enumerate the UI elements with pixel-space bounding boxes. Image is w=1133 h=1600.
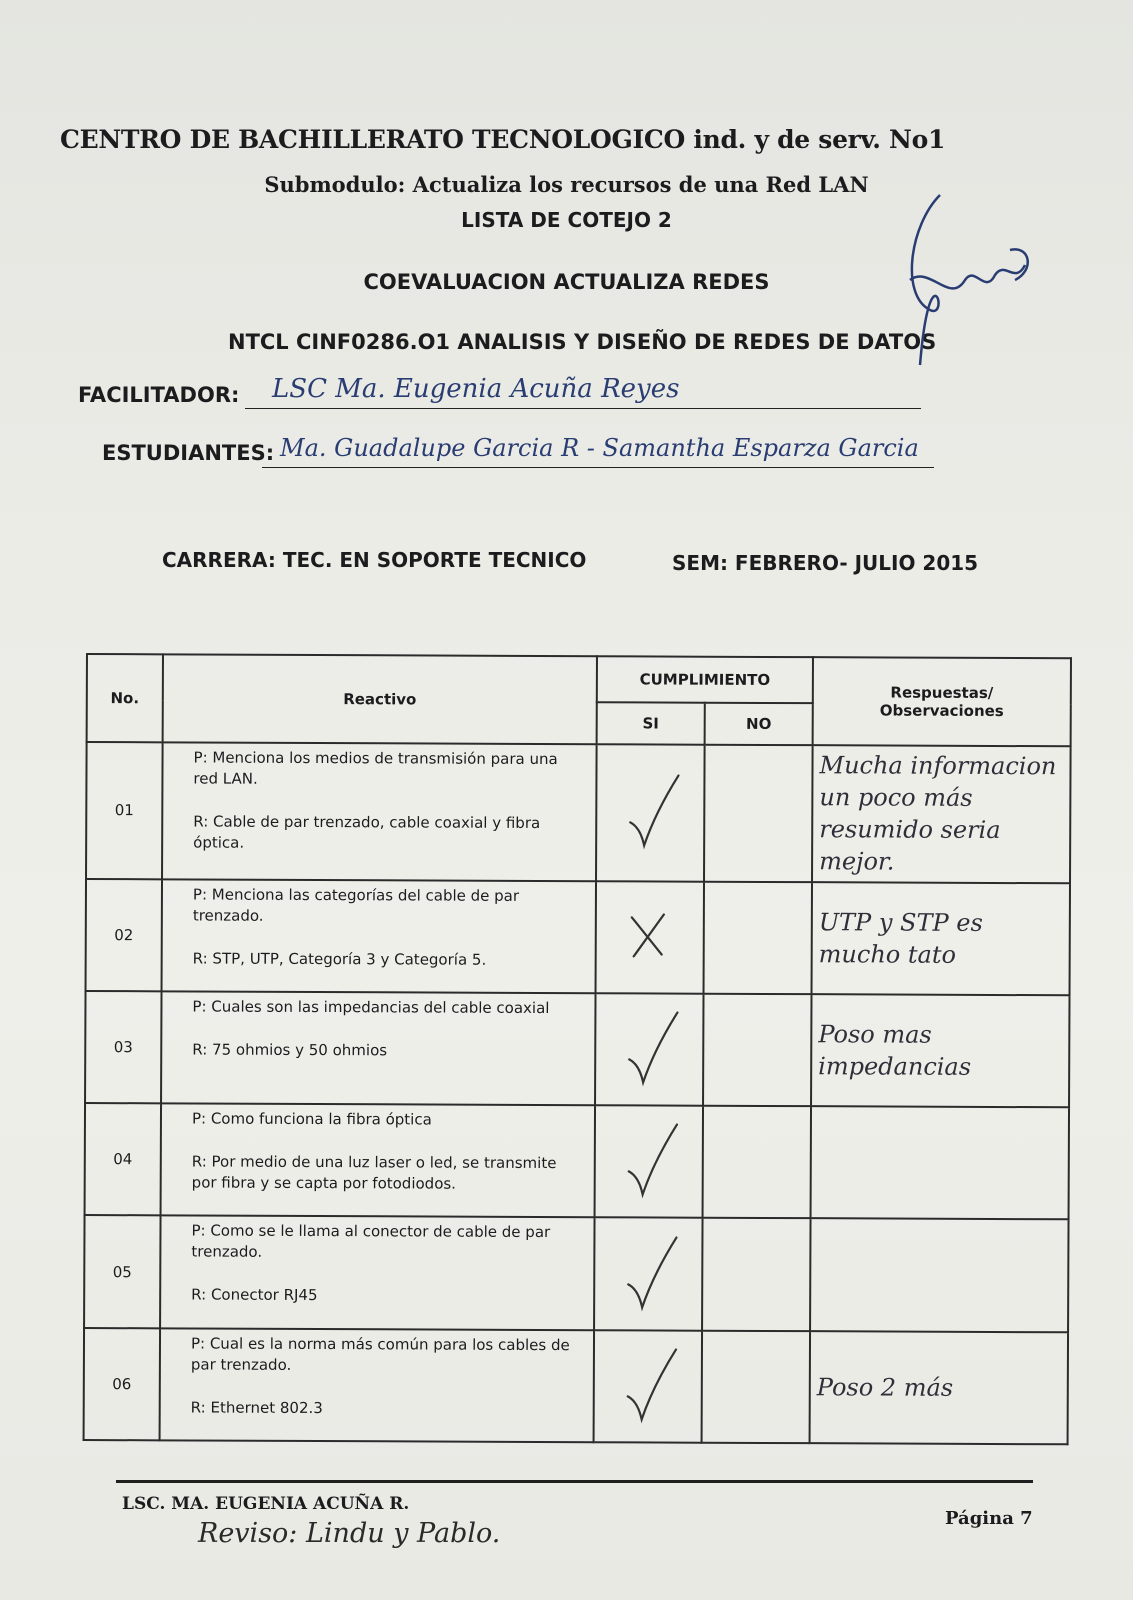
students-label: ESTUDIANTES: <box>102 441 275 465</box>
header-cumplimiento: CUMPLIMIENTO <box>597 656 813 703</box>
header-respuestas <box>813 657 1071 746</box>
checklist-table <box>83 653 1072 1445</box>
cell-si <box>594 1218 702 1331</box>
row-number: 05 <box>84 1215 160 1328</box>
header-si: SI <box>597 702 705 744</box>
question-text: P: Menciona las categorías del cable de par trenzado. <box>192 885 520 925</box>
answer-text: R: Por medio de una luz laser o led, se transmite por fibra y se capta por fotodiodos. <box>191 1152 557 1193</box>
cell-si <box>594 1330 702 1443</box>
cross-mark-icon <box>610 892 690 982</box>
cell-no <box>702 1218 811 1331</box>
row-observation <box>810 1219 1068 1332</box>
evaluation-title: COEVALUACION ACTUALIZA REDES <box>363 270 770 294</box>
signature-scribble <box>870 185 1050 385</box>
row-observation: Poso 2 más <box>810 1331 1068 1444</box>
semester-label: SEM: FEBRERO- JULIO 2015 <box>672 551 979 575</box>
table-row <box>84 1215 1068 1332</box>
cell-si <box>595 993 703 1106</box>
row-observation <box>811 1106 1069 1219</box>
row-reactivo <box>160 1328 594 1442</box>
table-row <box>86 742 1071 883</box>
facilitator-label: FACILITADOR: <box>78 383 240 407</box>
cell-no <box>703 1106 812 1219</box>
answer-text: R: Ethernet 802.3 <box>190 1398 323 1417</box>
question-text: P: Cuales son las impedancias del cable coaxial <box>192 997 550 1018</box>
students-underline <box>262 467 934 468</box>
footer-rule <box>116 1480 1033 1483</box>
list-title: LISTA DE COTEJO 2 <box>461 208 672 232</box>
header-no: No. <box>87 654 163 742</box>
check-mark-icon <box>610 768 690 858</box>
table-row <box>85 991 1069 1108</box>
row-reactivo <box>161 1104 595 1218</box>
school-title: CENTRO DE BACHILLERATO TECNOLOGICO ind. y de serv. No1 <box>60 125 946 154</box>
standard-title: NTCL CINF0286.O1 ANALISIS Y DISEÑO DE REDES DE DATOS <box>228 330 937 354</box>
row-reactivo <box>161 991 595 1105</box>
cell-si <box>596 881 704 994</box>
row-number: 01 <box>86 742 163 879</box>
header-reactivo: Reactivo <box>163 654 597 744</box>
row-number: 04 <box>85 1103 161 1216</box>
row-reactivo <box>162 879 596 993</box>
career-label: CARRERA: TEC. EN SOPORTE TECNICO <box>162 548 587 572</box>
header-respuestas-line1: Respuestas/ <box>890 683 994 702</box>
check-mark-icon <box>609 1117 689 1207</box>
answer-text: R: 75 ohmios y 50 ohmios <box>192 1040 388 1060</box>
facilitator-underline <box>245 408 921 409</box>
check-mark-icon <box>608 1229 688 1319</box>
row-reactivo <box>162 742 597 881</box>
question-text: P: Como funciona la fibra óptica <box>191 1109 432 1129</box>
row-observation: Poso mas impedancias <box>811 994 1069 1107</box>
question-text: P: Cual es la norma más común para los cables de par trenzado. <box>190 1334 570 1374</box>
check-mark-icon <box>608 1341 688 1431</box>
footer-page-number: Página 7 <box>945 1508 1033 1529</box>
answer-text: R: STP, UTP, Categoría 3 y Categoría 5. <box>192 949 487 969</box>
table-row <box>85 1103 1069 1220</box>
table-body <box>84 742 1071 1444</box>
cell-no <box>704 745 813 882</box>
cell-no <box>703 994 812 1107</box>
row-number: 02 <box>86 879 162 992</box>
row-reactivo <box>160 1216 594 1330</box>
row-observation: UTP y STP es mucho tato <box>812 882 1070 995</box>
table-row <box>86 879 1070 996</box>
cell-si <box>595 1105 703 1218</box>
footer-reviewed-note: Reviso: Lindu y Pablo. <box>198 1518 501 1549</box>
check-mark-icon <box>609 1004 689 1094</box>
footer-author: LSC. MA. EUGENIA ACUÑA R. <box>122 1494 410 1514</box>
table-row <box>84 1328 1068 1445</box>
answer-text: R: Cable de par trenzado, cable coaxial y fibra óptica. <box>193 812 541 852</box>
cell-si <box>596 744 705 881</box>
header-respuestas-line2: Observaciones <box>879 701 1004 721</box>
submodule-title: Submodulo: Actualiza los recursos de una Red LAN <box>264 172 869 197</box>
students-value: Ma. Guadalupe Garcia R - Samantha Esparza Garcia <box>280 434 919 462</box>
question-text: P: Menciona los medios de transmisión para una red LAN. <box>193 748 558 788</box>
answer-text: R: Conector RJ45 <box>191 1285 318 1305</box>
row-number: 06 <box>84 1328 160 1441</box>
row-number: 03 <box>85 991 161 1104</box>
question-text: P: Como se le llama al conector de cable de par trenzado. <box>191 1221 551 1262</box>
header-no-column: NO <box>705 703 813 745</box>
row-observation: Mucha informacion un poco más resumido seria mejor. <box>812 745 1071 883</box>
cell-no <box>702 1330 811 1443</box>
facilitator-value: LSC Ma. Eugenia Acuña Reyes <box>272 374 680 404</box>
cell-no <box>704 881 813 994</box>
